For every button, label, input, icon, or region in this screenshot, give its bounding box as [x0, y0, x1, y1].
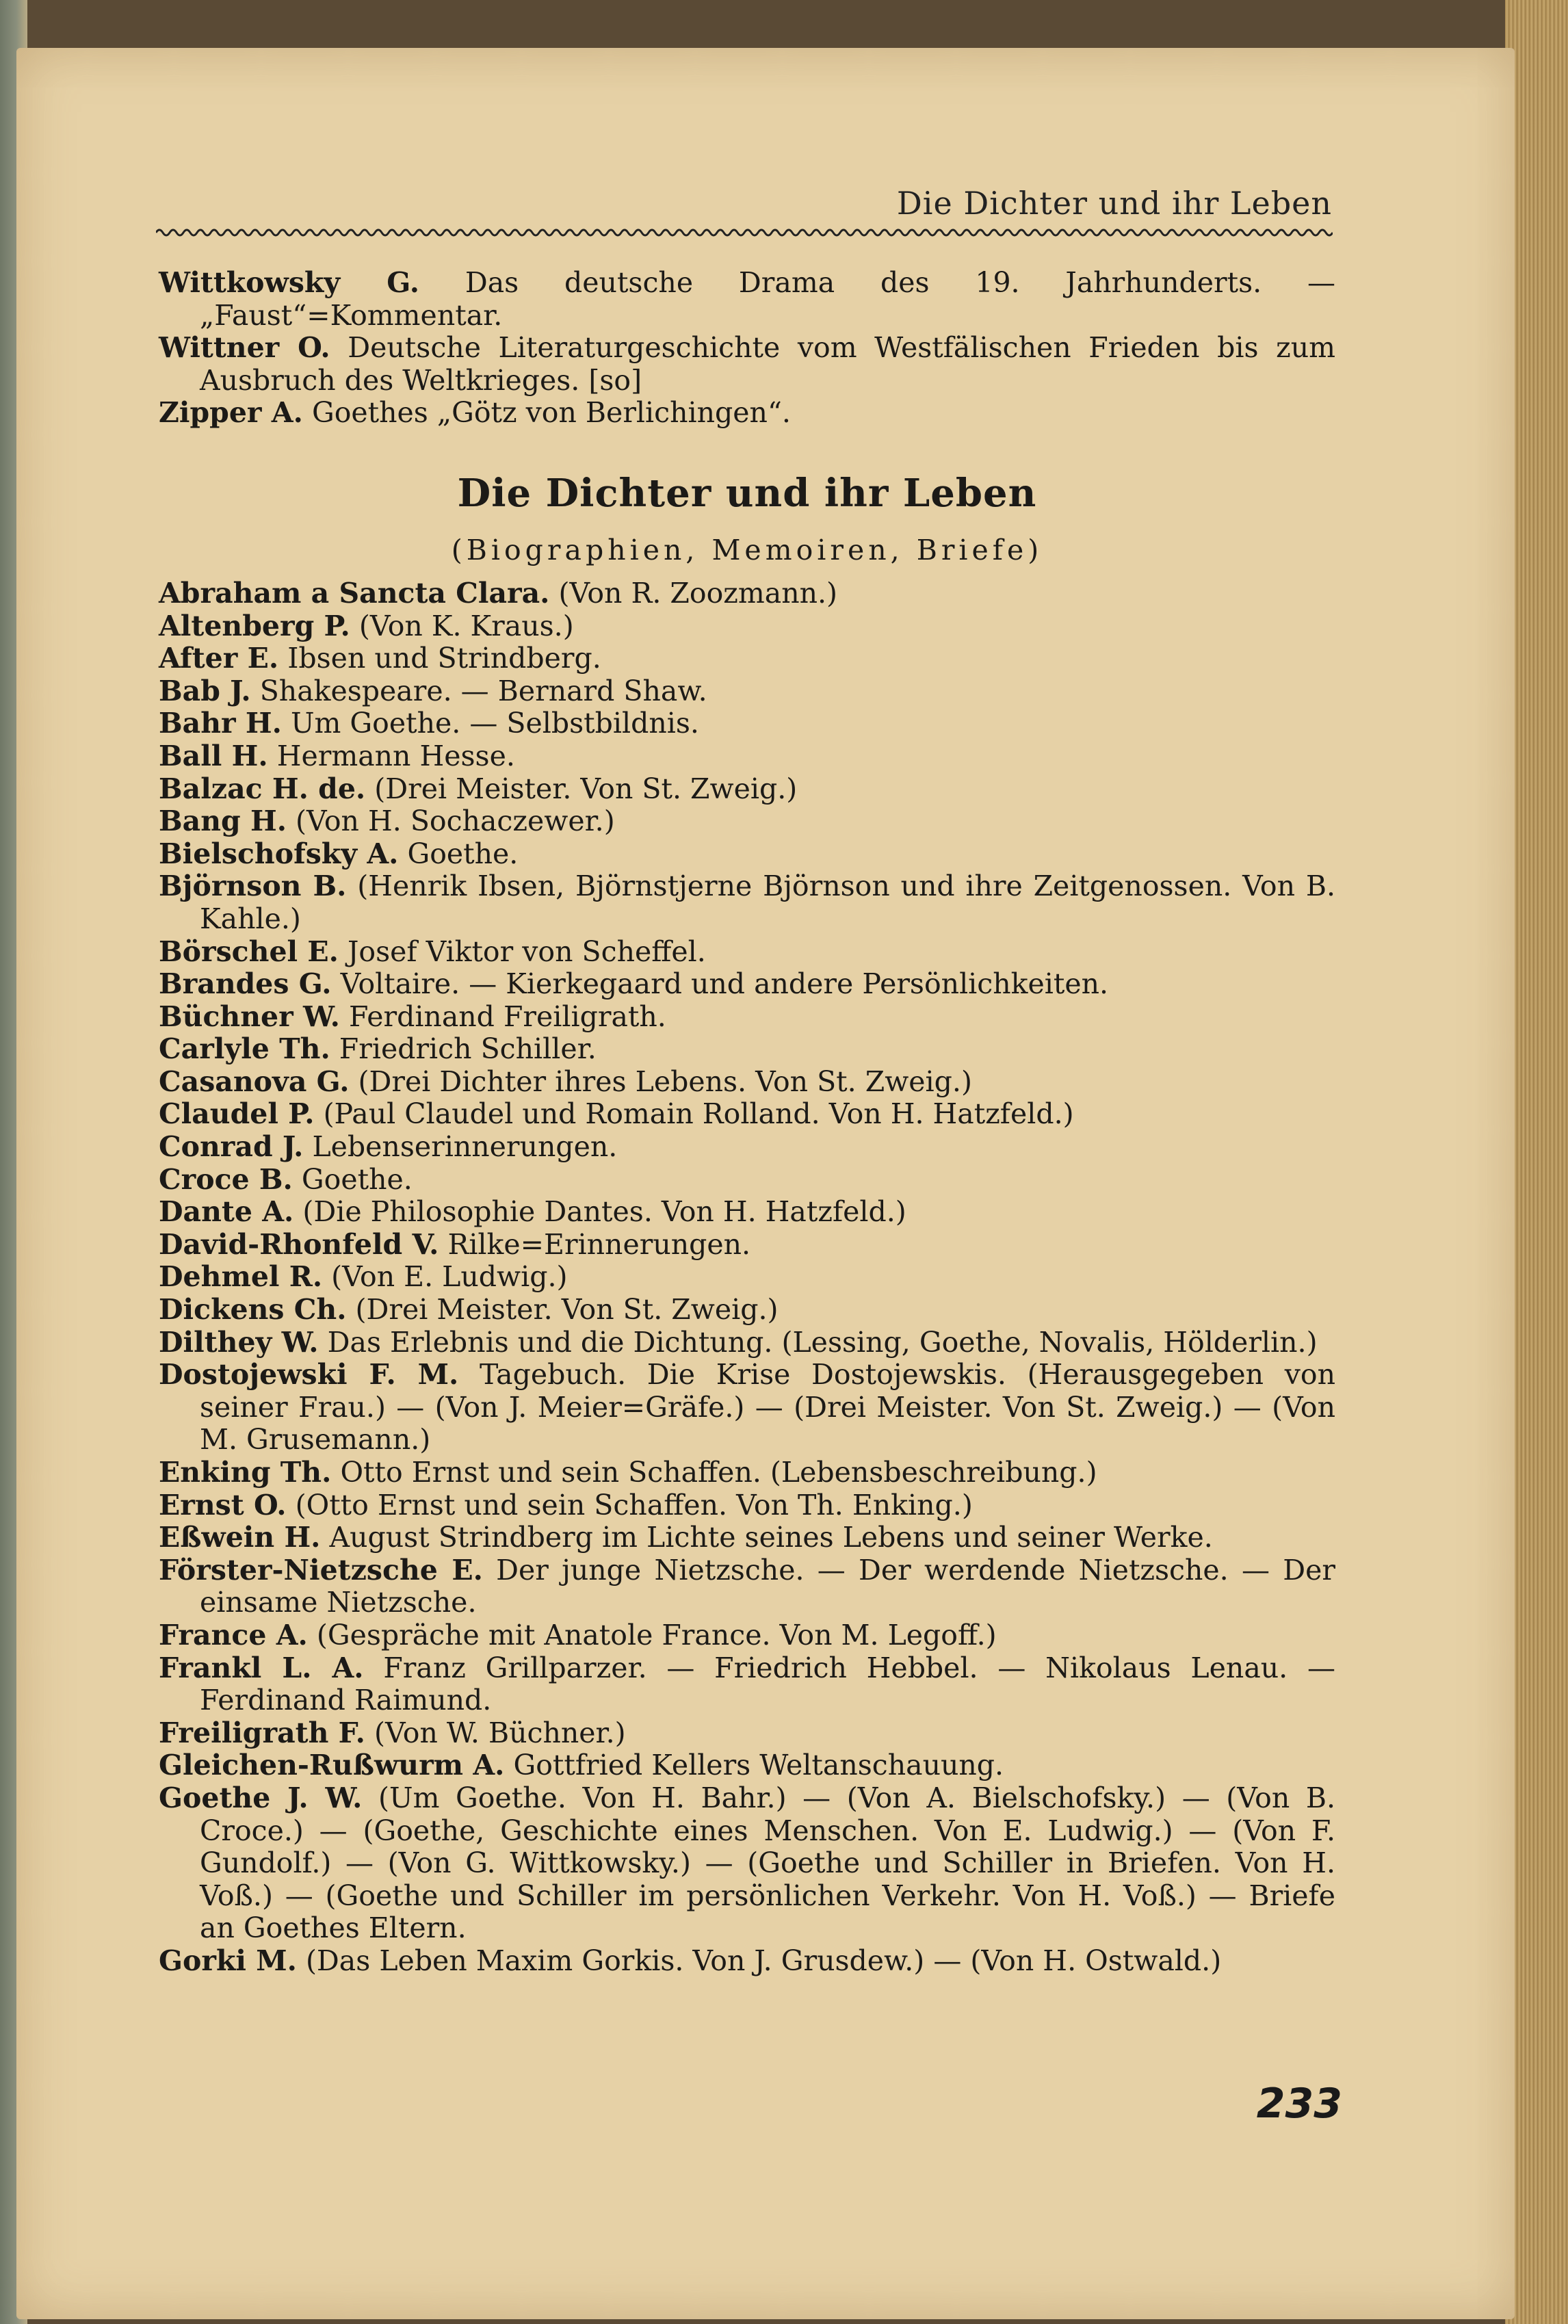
entry-text: (Von E. Ludwig.)	[331, 1260, 568, 1294]
wavy-rule	[156, 226, 1333, 239]
author-name: Conrad J.	[159, 1130, 304, 1164]
bibliography-entry	[159, 577, 1335, 610]
bibliography-entry	[159, 1945, 1335, 1978]
bibliography-entry	[159, 1489, 1335, 1522]
entry-text: Hermann Hesse.	[276, 739, 515, 772]
entry-text: Franz Grillparzer. — Friedrich Hebbel. — Nikolaus Lenau. — Ferdinand Raimund.	[200, 1651, 1335, 1717]
section-subtitle: (Biographien, Memoiren, Briefe)	[451, 533, 1043, 566]
bibliography-entry	[159, 397, 1335, 430]
bibliography-entry	[159, 1164, 1335, 1197]
author-name: Ernst O.	[159, 1488, 287, 1522]
bibliography-entry	[159, 1327, 1335, 1359]
bibliography-entry	[159, 1196, 1335, 1229]
author-name: Dante A.	[159, 1195, 294, 1229]
author-name: Wittkowsky G.	[159, 266, 420, 299]
entry-text: (Drei Meister. Von St. Zweig.)	[355, 1293, 779, 1327]
bibliography-entry	[159, 1619, 1335, 1652]
entry-text: (Otto Ernst und sein Schaffen. Von Th. Enking.)	[295, 1488, 973, 1522]
author-name: Freiligrath F.	[159, 1716, 365, 1749]
bibliography-entry	[159, 838, 1335, 871]
author-name: Brandes G.	[159, 967, 332, 1001]
entry-text: (Von H. Sochaczewer.)	[296, 805, 615, 838]
entry-text: Das deutsche Drama des 19. Jahrhunderts. — „Faust“=Kommentar.	[200, 266, 1335, 332]
bibliography-entry	[159, 805, 1335, 838]
bibliography-entry	[159, 332, 1335, 397]
bibliography-entry	[159, 968, 1335, 1001]
author-name: Gorki M.	[159, 1944, 297, 1977]
section-title: Die Dichter und ihr Leben	[457, 470, 1037, 516]
entry-text: Tagebuch. Die Krise Dostojewskis. (Herausgegeben von seiner Frau.) — (Von J. Meier=Gräfe.) — (Drei Meister. Von St. Zweig.) — (Von M. Grusemann.)	[200, 1358, 1335, 1457]
entry-text: August Strindberg im Lichte seines Lebens und seiner Werke.	[329, 1521, 1213, 1554]
author-name: Börschel E.	[159, 935, 339, 968]
author-name: Förster-Nietzsche E.	[159, 1553, 483, 1587]
entry-text: (Das Leben Maxim Gorkis. Von J. Grusdew.) — (Von H. Ostwald.)	[305, 1944, 1222, 1977]
entry-text: (Drei Meister. Von St. Zweig.)	[374, 772, 798, 805]
entry-text: (Gespräche mit Anatole France. Von M. Legoff.)	[316, 1618, 997, 1651]
bibliography-entry	[159, 642, 1335, 675]
bibliography-entry	[159, 1294, 1335, 1327]
author-name: Claudel P.	[159, 1097, 315, 1131]
entry-text: Shakespeare. — Bernard Shaw.	[259, 674, 707, 707]
bibliography-entry	[159, 1749, 1335, 1782]
bibliography-entry	[159, 1652, 1335, 1717]
entry-text: (Die Philosophie Dantes. Von H. Hatzfeld.)	[302, 1195, 906, 1229]
author-name: Wittner O.	[159, 331, 330, 365]
author-name: Dilthey W.	[159, 1325, 319, 1359]
bibliography-entry	[159, 1782, 1335, 1945]
author-name: Frankl L. A.	[159, 1651, 364, 1684]
author-name: Casanova G.	[159, 1065, 350, 1098]
entry-text: (Henrik Ibsen, Björnstjerne Björnson und ihre Zeitgenossen. Von B. Kahle.)	[200, 870, 1335, 935]
entry-text: Das Erlebnis und die Dichtung. (Lessing, Goethe, Novalis, Hölderlin.)	[327, 1325, 1318, 1359]
author-name: Croce B.	[159, 1162, 293, 1196]
author-name: Büchner W.	[159, 1000, 340, 1033]
entry-text: (Um Goethe. Von H. Bahr.) — (Von A. Bielschofsky.) — (Von B. Croce.) — (Goethe, Geschichte eines Menschen. Von E. Ludwig.) — (Von F. Gundolf.) — (Von G. Wittkowsky.) — (Goethe und Schiller in Briefen. Von H. Voß.) — (Goethe und Schiller im persönlichen Verkehr. Von H. Voß.) — Briefe an Goethes Eltern.	[200, 1781, 1335, 1945]
bibliography-entry	[159, 267, 1335, 332]
author-name: Dehmel R.	[159, 1260, 323, 1294]
bibliography-entry	[159, 1229, 1335, 1262]
author-name: Carlyle Th.	[159, 1032, 330, 1066]
bibliography-entry	[159, 1457, 1335, 1489]
author-name: Zipper A.	[159, 396, 303, 430]
bibliography-entry	[159, 610, 1335, 643]
author-name: Bab J.	[159, 674, 251, 707]
bibliography-entry	[159, 1066, 1335, 1099]
entry-text: (Von W. Büchner.)	[374, 1716, 626, 1749]
page-content	[159, 267, 1335, 1978]
entry-text: Goethe.	[407, 837, 519, 870]
bibliography-entry	[159, 1001, 1335, 1034]
author-name: Enking Th.	[159, 1456, 332, 1489]
bibliography-entry	[159, 675, 1335, 708]
entry-text: (Paul Claudel und Romain Rolland. Von H. Hatzfeld.)	[323, 1097, 1074, 1131]
bibliography-entry	[159, 1098, 1335, 1131]
author-name: Bang H.	[159, 805, 287, 838]
entry-list	[159, 577, 1335, 1978]
entry-text: Um Goethe. — Selbstbildnis.	[290, 707, 699, 740]
entry-text: Ibsen und Strindberg.	[287, 642, 601, 675]
page-number: 233	[1256, 2080, 1342, 2128]
entry-text: Lebenserinnerungen.	[312, 1130, 618, 1164]
entry-text: Rilke=Erinnerungen.	[447, 1227, 751, 1261]
author-name: Dickens Ch.	[159, 1293, 347, 1327]
bibliography-entry	[159, 1522, 1335, 1554]
author-name: Björnson B.	[159, 870, 347, 903]
bibliography-entry	[159, 1261, 1335, 1294]
running-head: Die Dichter und ihr Leben	[896, 185, 1332, 222]
author-name: David-Rhonfeld V.	[159, 1227, 439, 1261]
entry-text: Goethes „Götz von Berlichingen“.	[311, 396, 791, 430]
bibliography-entry	[159, 740, 1335, 773]
bibliography-entry	[159, 870, 1335, 935]
entry-text: Gottfried Kellers Weltanschauung.	[513, 1749, 1004, 1782]
bibliography-entry	[159, 1554, 1335, 1619]
author-name: Bielschofsky A.	[159, 837, 399, 870]
author-name: Abraham a Sancta Clara.	[159, 576, 550, 610]
entry-text: (Von K. Kraus.)	[358, 609, 574, 642]
author-name: France A.	[159, 1618, 308, 1651]
entry-text: Deutsche Literaturgeschichte vom Westfälischen Frieden bis zum Ausbruch des Weltkrieges. [so]	[200, 331, 1335, 397]
author-name: Altenberg P.	[159, 609, 350, 642]
entry-text: Friedrich Schiller.	[339, 1032, 597, 1066]
author-name: Bahr H.	[159, 707, 282, 740]
top-entries	[159, 267, 1335, 430]
author-name: Eßwein H.	[159, 1521, 321, 1554]
author-name: Goethe J. W.	[159, 1781, 363, 1814]
author-name: Dostojewski F. M.	[159, 1358, 459, 1392]
entry-text: Otto Ernst und sein Schaffen. (Lebensbeschreibung.)	[340, 1456, 1097, 1489]
author-name: Ball H.	[159, 739, 268, 772]
entry-text: Josef Viktor von Scheffel.	[347, 935, 706, 968]
bibliography-entry	[159, 1359, 1335, 1457]
bibliography-entry	[159, 936, 1335, 969]
bibliography-entry	[159, 1717, 1335, 1750]
author-name: Balzac H. de.	[159, 772, 366, 805]
entry-text: Goethe.	[301, 1162, 413, 1196]
author-name: After E.	[159, 642, 279, 675]
bibliography-entry	[159, 773, 1335, 806]
entry-text: (Von R. Zoozmann.)	[558, 576, 838, 610]
bibliography-entry	[159, 1131, 1335, 1164]
bibliography-entry	[159, 1033, 1335, 1066]
author-name: Gleichen-Rußwurm A.	[159, 1749, 505, 1782]
entry-text: Der junge Nietzsche. — Der werdende Nietzsche. — Der einsame Nietzsche.	[200, 1553, 1335, 1619]
bibliography-entry	[159, 707, 1335, 740]
entry-text: Voltaire. — Kierkegaard und andere Persönlichkeiten.	[340, 967, 1109, 1001]
entry-text: Ferdinand Freiligrath.	[349, 1000, 666, 1033]
entry-text: (Drei Dichter ihres Lebens. Von St. Zweig.)	[358, 1065, 972, 1098]
